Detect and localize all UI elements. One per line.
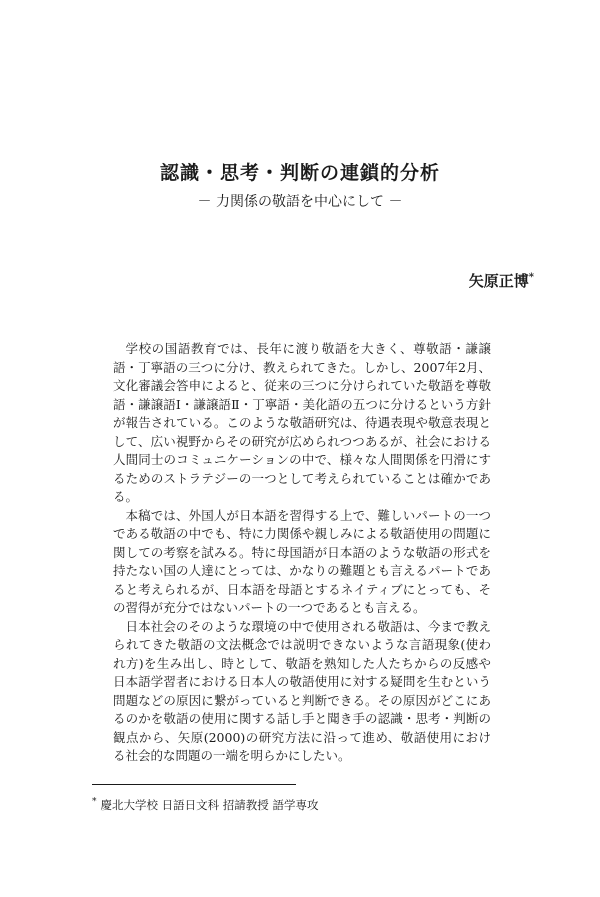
author-name: [469, 270, 534, 291]
footnote-divider: [92, 784, 296, 785]
page-subtitle: － 力関係の敬語を中心にして －: [197, 194, 403, 210]
abstract-paragraph-1: 学校の国語教育では、長年に渡り敬語を大きく、尊敬語・謙譲語・丁寧語の三つに分け、教えられてきた。しかし、2007年2月、文化審議会答申によると、従来の三つに分けられていた敬語を尊敬語・謙譲語Ⅰ・謙譲語Ⅱ・丁寧語・美化語の五つに分けるという方針が報告されている。このような敬語研究は、待遇表現や敬意表現として、広い視野からその研究が広められつつあるが、社会における人間同士のコミュニケーションの中で、様々な人間関係を円滑にするためのストラテジーの一つとして考えられていることは確かである。: [113, 341, 491, 504]
footnote: [92, 797, 318, 813]
author-name-text: 矢原正博: [468, 272, 529, 290]
abstract-body: [113, 340, 491, 766]
page-title: 認識・思考・判断の連鎖的分析: [159, 162, 440, 184]
footnote-mark: *: [92, 797, 97, 808]
author-footnote-mark: *: [528, 272, 534, 283]
abstract-paragraph-3: 日本社会のそのような環境の中で使用される敬語は、今まで教えられてきた敬語の文法概念では説明できないような言語現象(使われ方)を生み出し、時として、敬語を熟知した人たちからの反感や日本語学習者における日本人の敬語使用に対する疑問を生むという問題などの原因に繋がっていると判断できる。その原因がどこにあるのかを敬語の使用に関する話し手と聞き手の認識・思考・判断の観点から、矢原(2000)の研究方法に沿って進め、敬語使用における社会的な問題の一端を明らかにしたい。: [113, 618, 491, 763]
footnote-text: 慶北大学校 日語日文科 招請教授 語学専攻: [100, 798, 319, 812]
abstract-paragraph-2: 本稿では、外国人が日本語を習得する上で、難しいパートの一つである敬語の中でも、特に力関係や親しみによる敬語使用の問題に関しての考察を試みる。特に母国語が日本語のような敬語の形式を持たない国の人達にとっては、かなりの難題とも言えるパートであると考えられるが、日本語を母語とするネイティブにとっても、その習得が充分ではないパートの一つであるとも言える。: [113, 507, 491, 615]
